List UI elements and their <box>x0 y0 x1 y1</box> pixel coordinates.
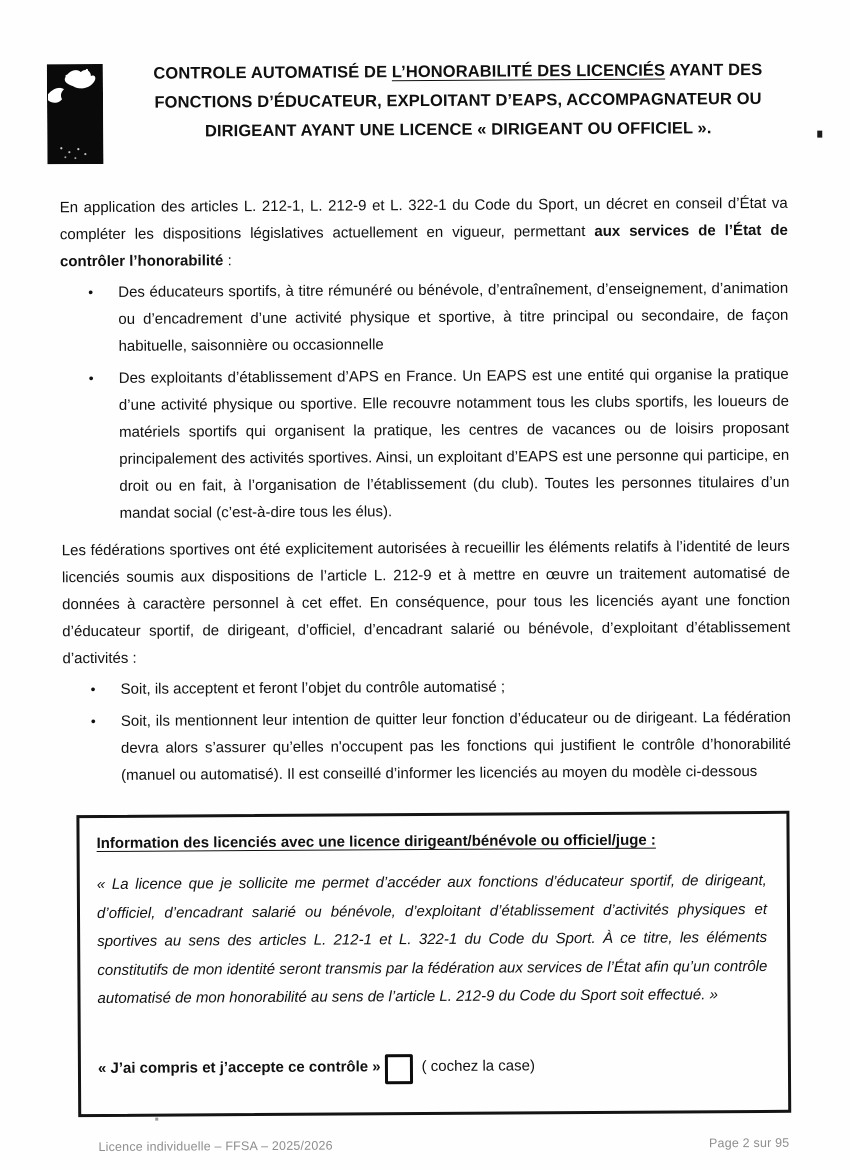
accept-checkbox[interactable] <box>385 1054 413 1084</box>
federations-paragraph: Les fédérations sportives ont été explicitement autorisées à recueillir les éléments relatifs à l’identité de leurs licenciés soumis aux dispositions de l’article L. 212-9 et à mettre en œuvre un traitement automatisé de données à caractère personnel à cet effet. En conséquence, pour tous les licenciés ayant une fonction d’éducateur sportif, de dirigeant, d’officiel, d’encadrant salarié ou bénévole, d’exploitant d’établissement d’activités : <box>61 537 791 668</box>
intro-text: En application des articles L. 212-1, L. 212-9 et L. 322-1 du Code du Sport, un décret en conseil d’État va compléter les dispositions législatives actuellement en vigueur, permettant <box>59 194 788 244</box>
page-footer <box>98 1136 789 1154</box>
document-title-line2: FONCTIONS D’ÉDUCATEUR, EXPLOITANT D’EAPS, ACCOMPAGNATEUR OU <box>154 89 762 112</box>
intro-paragraph <box>60 190 788 275</box>
federation-logo-icon <box>47 64 104 164</box>
footer-page-number: Page 2 sur 95 <box>708 1135 790 1151</box>
document-header <box>59 56 788 164</box>
scan-artifact <box>817 131 822 138</box>
document-title-line1 <box>139 56 777 89</box>
title-text: AYANT DES <box>665 60 763 80</box>
document-title <box>139 56 778 147</box>
list-item: • Soit, ils acceptent et feront l’objet du contrôle automatisé ; <box>121 672 791 703</box>
intro-bold-text: aux services de l’État de contrôler l’honorabilité <box>59 221 788 271</box>
accept-statement-row <box>98 1049 768 1083</box>
scope-bullet-list <box>60 275 790 527</box>
info-box-heading: Information des licenciés avec une licence dirigeant/bénévole ou officiel/juge : <box>96 831 656 853</box>
list-item: • Soit, ils mentionnent leur intention de quitter leur fonction d’éducateur ou de dirigeant. La fédération devra alors s’assurer qu’elles n'occupent pas les fonctions qui justifient le contrôle d’honorabilité (manuel ou automatisé). Il est conseillé d’informer les licenciés au moyen du modèle ci-dessous <box>121 704 791 789</box>
title-text: CONTROLE AUTOMATISÉ DE <box>153 63 392 83</box>
options-bullet-list <box>63 672 792 789</box>
licensee-information-box <box>76 811 791 1117</box>
list-item: • Des exploitants d’établissement d’APS en France. Un EAPS est une entité qui organise la pratique d’une activité physique ou sportive. Elle recouvre notamment tous les clubs sportifs, les loueurs de matériels sportifs qui organisent la pratique, les centres de vacances ou de loisirs proposant principalement des activités sportives. Ainsi, un exploitant d’EAPS est une personne qui participe, en droit ou en fait, à l’organisation de l’établissement (du club). Toutes les personnes titulaires d’un mandat social (c’est-à-dire tous les élus). <box>119 361 790 527</box>
licence-quote-text: « La licence que je sollicite me permet d’accéder aux fonctions d’éducateur sportif, de dirigeant, d’officiel, d’encadrant salarié ou bénévole, d’exploitant d’établissement d’activités physiques et sportives au sens des articles L. 212-1 et L. 322-1 du Code du Sport. À ce titre, les éléments constitutifs de mon identité seront transmis par la fédération aux services de l’État afin qu’un contrôle automatisé de mon honorabilité au sens de l’article L. 212-9 du Code du Sport soit effectué. » <box>96 871 768 1008</box>
accept-statement-text: « J’ai compris et j’accepte ce contrôle » <box>97 1057 381 1077</box>
intro-colon: : <box>223 252 232 270</box>
checkbox-hint-text: ( cochez la case) <box>421 1056 536 1075</box>
document-title-line3: DIRIGEANT AYANT UNE LICENCE « DIRIGEANT OU OFFICIEL ». <box>204 119 712 141</box>
scan-artifact <box>155 1118 158 1121</box>
list-item: • Des éducateurs sportifs, à titre rémunéré ou bénévole, d’entraînement, d’enseignement, d’animation ou d’encadrement d’une activité physique et sportive, à titre principal ou secondaire, de façon habituelle, saisonnière ou occasionnelle <box>118 275 788 360</box>
footer-document-ref: Licence individuelle – FFSA – 2025/2026 <box>98 1138 333 1155</box>
title-underlined-text: L’HONORABILITÉ DES LICENCIÉS <box>391 61 666 82</box>
